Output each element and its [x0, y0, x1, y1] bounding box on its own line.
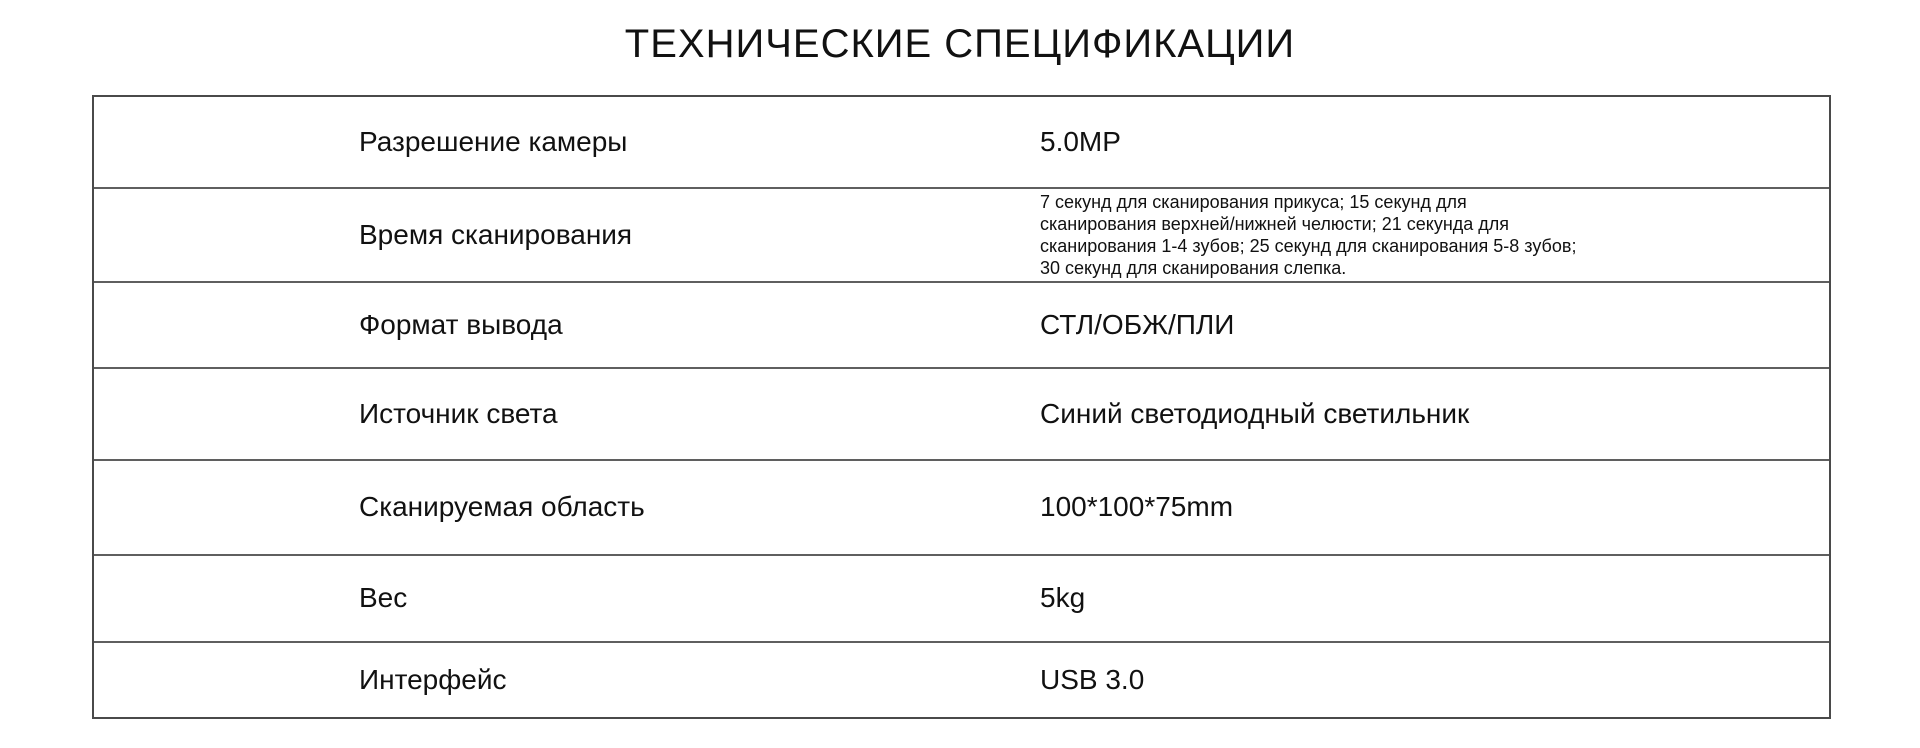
spec-row: [94, 189, 1829, 284]
spec-label: Интерфейс: [359, 664, 507, 696]
spec-value-line: сканирования 1-4 зубов; 25 секунд для сканирования 5-8 зубов;: [1040, 236, 1577, 257]
spec-row: [94, 643, 1829, 717]
spec-value-line: сканирования верхней/нижней челюсти; 21 секунда для: [1040, 214, 1510, 235]
spec-row: [94, 369, 1829, 461]
spec-value: 5kg: [1040, 582, 1086, 614]
spec-value-line: 30 секунд для сканирования слепка.: [1040, 258, 1347, 279]
spec-value: Синий светодиодный светильник: [1040, 397, 1470, 429]
spec-label: Сканируемая область: [359, 491, 645, 523]
spec-table: [92, 95, 1831, 719]
spec-label: Вес: [359, 582, 408, 614]
spec-value: [1040, 191, 1829, 279]
spec-value: USB 3.0: [1040, 664, 1145, 696]
spec-label: Источник света: [359, 397, 558, 429]
page-title: ТЕХНИЧЕСКИЕ СПЕЦИФИКАЦИИ: [624, 22, 1296, 66]
spec-value-line: 7 секунд для сканирования прикуса; 15 секунд для: [1040, 192, 1467, 213]
spec-label: Разрешение камеры: [359, 125, 628, 157]
spec-value: 5.0MP: [1040, 125, 1121, 157]
spec-row: [94, 97, 1829, 189]
spec-row: [94, 556, 1829, 644]
spec-value: 100*100*75mm: [1040, 491, 1234, 523]
spec-row: [94, 283, 1829, 369]
spec-row: [94, 461, 1829, 556]
spec-value: СТЛ/ОБЖ/ПЛИ: [1040, 309, 1235, 341]
spec-label: Время сканирования: [359, 219, 633, 251]
spec-label: Формат вывода: [359, 309, 563, 341]
